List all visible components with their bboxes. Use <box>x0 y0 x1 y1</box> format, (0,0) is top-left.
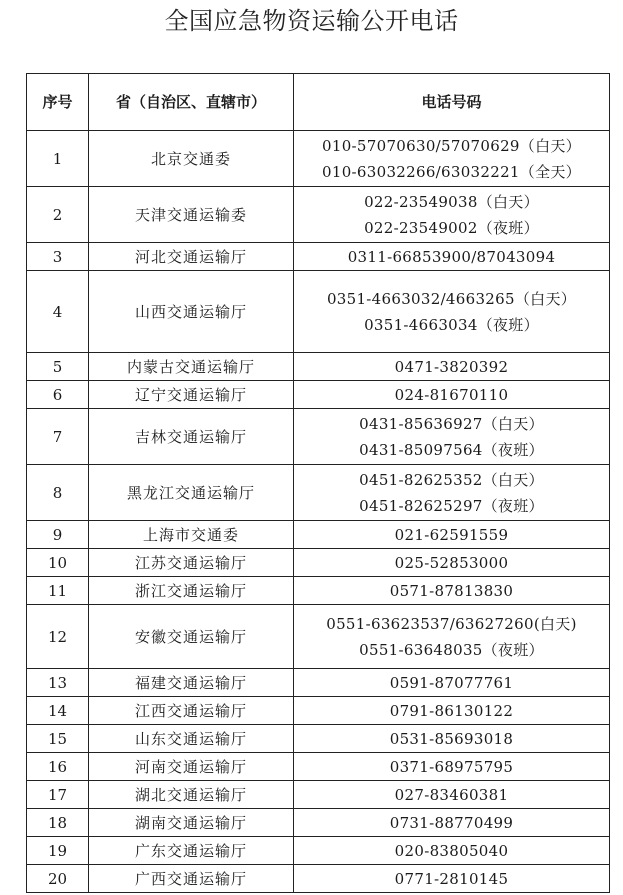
table-row <box>27 809 610 837</box>
row-phone-cell <box>294 725 610 753</box>
phone-number: 0311-66853900/87043094 <box>347 247 556 266</box>
row-phone-cell <box>294 549 610 577</box>
phone-number: 0351-4663034（夜班） <box>364 315 539 334</box>
phone-number: 022-23549038（白天） <box>364 192 539 211</box>
row-phone-cell <box>294 465 610 521</box>
row-seq: 11 <box>27 577 89 605</box>
phone-number: 0551-63623537/63627260(白天) <box>326 614 577 633</box>
row-agency-name: 江西交通运输厅 <box>89 697 294 725</box>
table-row <box>27 353 610 381</box>
row-agency-name: 安徽交通运输厅 <box>89 605 294 669</box>
row-seq: 19 <box>27 837 89 865</box>
row-phone-cell <box>294 187 610 243</box>
row-seq: 16 <box>27 753 89 781</box>
row-seq: 12 <box>27 605 89 669</box>
row-agency-name: 福建交通运输厅 <box>89 669 294 697</box>
table-row <box>27 605 610 669</box>
row-seq: 10 <box>27 549 89 577</box>
phone-number: 021-62591559 <box>394 525 509 544</box>
row-agency-name: 山西交通运输厅 <box>89 271 294 353</box>
phone-number: 0431-85636927（白天） <box>359 414 544 433</box>
table-row <box>27 725 610 753</box>
row-agency-name: 广东交通运输厅 <box>89 837 294 865</box>
header-province: 省（自治区、直辖市） <box>89 74 294 131</box>
page-title: 全国应急物资运输公开电话 <box>164 7 459 35</box>
phone-number: 0551-63648035（夜班） <box>359 640 544 659</box>
table-row <box>27 577 610 605</box>
row-phone-cell <box>294 837 610 865</box>
row-agency-name: 湖北交通运输厅 <box>89 781 294 809</box>
row-phone-cell <box>294 381 610 409</box>
row-agency-name: 江苏交通运输厅 <box>89 549 294 577</box>
phone-number: 025-52853000 <box>394 553 509 572</box>
phone-number: 0451-82625352（白天） <box>359 470 544 489</box>
table-row <box>27 549 610 577</box>
table-row <box>27 243 610 271</box>
table-row <box>27 381 610 409</box>
row-phone-cell <box>294 409 610 465</box>
row-seq: 9 <box>27 521 89 549</box>
row-seq: 8 <box>27 465 89 521</box>
table-row <box>27 271 610 353</box>
row-agency-name: 河南交通运输厅 <box>89 753 294 781</box>
row-phone-cell <box>294 353 610 381</box>
row-agency-name: 浙江交通运输厅 <box>89 577 294 605</box>
row-seq: 1 <box>27 131 89 187</box>
row-phone-cell <box>294 781 610 809</box>
row-agency-name: 河北交通运输厅 <box>89 243 294 271</box>
row-phone-cell <box>294 697 610 725</box>
row-seq: 15 <box>27 725 89 753</box>
table-row <box>27 697 610 725</box>
row-agency-name: 北京交通委 <box>89 131 294 187</box>
phone-number: 020-83805040 <box>394 841 509 860</box>
row-phone-cell <box>294 865 610 893</box>
phone-number: 024-81670110 <box>394 385 509 404</box>
table-body <box>27 131 610 893</box>
row-phone-cell <box>294 271 610 353</box>
phone-number: 0451-82625297（夜班） <box>359 496 544 515</box>
table-row <box>27 865 610 893</box>
row-agency-name: 辽宁交通运输厅 <box>89 381 294 409</box>
row-seq: 13 <box>27 669 89 697</box>
row-phone-cell <box>294 521 610 549</box>
phone-table <box>26 73 610 893</box>
row-seq: 2 <box>27 187 89 243</box>
phone-number: 027-83460381 <box>394 785 509 804</box>
row-agency-name: 湖南交通运输厅 <box>89 809 294 837</box>
row-phone-cell <box>294 577 610 605</box>
phone-number: 0571-87813830 <box>389 581 514 600</box>
table-row <box>27 781 610 809</box>
phone-number: 0431-85097564（夜班） <box>359 440 544 459</box>
phone-number: 022-23549002（夜班） <box>364 218 539 237</box>
row-seq: 18 <box>27 809 89 837</box>
row-phone-cell <box>294 131 610 187</box>
phone-number: 0351-4663032/4663265（白天） <box>326 289 577 308</box>
row-seq: 5 <box>27 353 89 381</box>
row-seq: 3 <box>27 243 89 271</box>
phone-number: 010-63032266/63032221（全天） <box>322 162 581 181</box>
header-row <box>27 74 610 131</box>
row-seq: 4 <box>27 271 89 353</box>
table-row <box>27 837 610 865</box>
phone-number: 0531-85693018 <box>389 729 514 748</box>
row-agency-name: 吉林交通运输厅 <box>89 409 294 465</box>
row-agency-name: 广西交通运输厅 <box>89 865 294 893</box>
phone-number: 010-57070630/57070629（白天） <box>322 136 581 155</box>
table-header <box>27 74 610 131</box>
header-seq: 序号 <box>27 74 89 131</box>
row-agency-name: 天津交通运输委 <box>89 187 294 243</box>
row-seq: 6 <box>27 381 89 409</box>
table-row <box>27 753 610 781</box>
phone-number: 0371-68975795 <box>389 757 514 776</box>
row-phone-cell <box>294 809 610 837</box>
row-phone-cell <box>294 669 610 697</box>
table-row <box>27 465 610 521</box>
row-phone-cell <box>294 605 610 669</box>
table-row <box>27 409 610 465</box>
table-row <box>27 131 610 187</box>
phone-number: 0591-87077761 <box>389 673 514 692</box>
row-seq: 14 <box>27 697 89 725</box>
row-agency-name: 内蒙古交通运输厅 <box>89 353 294 381</box>
phone-number: 0771-2810145 <box>394 869 509 888</box>
table-row <box>27 187 610 243</box>
table-row <box>27 669 610 697</box>
row-agency-name: 上海市交通委 <box>89 521 294 549</box>
row-phone-cell <box>294 243 610 271</box>
table-row <box>27 521 610 549</box>
phone-number: 0471-3820392 <box>394 357 509 376</box>
row-agency-name: 山东交通运输厅 <box>89 725 294 753</box>
row-phone-cell <box>294 753 610 781</box>
phone-number: 0731-88770499 <box>389 813 514 832</box>
header-phone: 电话号码 <box>294 74 610 131</box>
row-seq: 20 <box>27 865 89 893</box>
row-agency-name: 黑龙江交通运输厅 <box>89 465 294 521</box>
row-seq: 7 <box>27 409 89 465</box>
phone-number: 0791-86130122 <box>389 701 514 720</box>
row-seq: 17 <box>27 781 89 809</box>
